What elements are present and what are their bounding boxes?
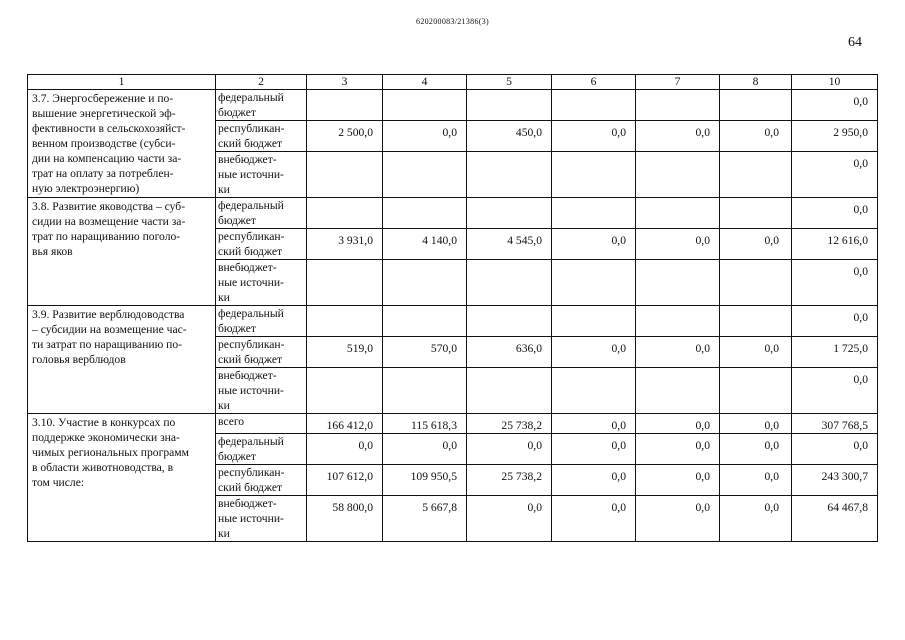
value-cell xyxy=(720,90,792,121)
funding-source-line: ные источни- xyxy=(218,168,284,181)
funding-source-line: внебюджет- xyxy=(218,261,277,274)
value-cell: 58 800,0 xyxy=(307,496,383,542)
measure-name-line: фективности в сельскохозяйст- xyxy=(32,122,186,135)
funding-source-cell xyxy=(216,198,307,229)
value-cell: 115 618,3 xyxy=(383,414,467,434)
value-cell xyxy=(636,306,720,337)
value-cell xyxy=(383,152,467,198)
funding-source-line: республикан- xyxy=(218,122,285,135)
measure-name-line: 3.7. Энергосбережение и по- xyxy=(32,92,174,105)
value-cell xyxy=(307,198,383,229)
value-cell: 450,0 xyxy=(467,121,552,152)
table-row xyxy=(28,198,878,229)
funding-source-line: бюджет xyxy=(218,106,256,119)
measure-name-line: том числе: xyxy=(32,476,85,489)
value-cell: 0,0 xyxy=(792,260,878,306)
value-cell: 519,0 xyxy=(307,337,383,368)
column-header: 4 xyxy=(383,75,467,90)
funding-source-line: бюджет xyxy=(218,450,256,463)
value-cell: 0,0 xyxy=(720,414,792,434)
value-cell: 0,0 xyxy=(636,434,720,465)
measure-name-line: дии на компенсацию части за- xyxy=(32,152,182,165)
value-cell xyxy=(467,260,552,306)
value-cell xyxy=(467,152,552,198)
funding-source-line: ки xyxy=(218,183,230,196)
value-cell: 2 950,0 xyxy=(792,121,878,152)
funding-source-cell xyxy=(216,434,307,465)
value-cell: 0,0 xyxy=(552,337,636,368)
value-cell xyxy=(383,306,467,337)
value-cell xyxy=(552,152,636,198)
column-header: 10 xyxy=(792,75,878,90)
measure-name-line: трат по наращиванию поголо- xyxy=(32,230,181,243)
value-cell: 5 667,8 xyxy=(383,496,467,542)
measure-name-line: головья верблюдов xyxy=(32,353,126,366)
measure-name-line: 3.10. Участие в конкурсах по xyxy=(32,416,176,429)
value-cell xyxy=(467,198,552,229)
value-cell: 0,0 xyxy=(383,434,467,465)
value-cell: 0,0 xyxy=(792,152,878,198)
value-cell xyxy=(636,152,720,198)
column-header: 8 xyxy=(720,75,792,90)
funding-source-line: ский бюджет xyxy=(218,353,283,366)
value-cell xyxy=(467,368,552,414)
funding-source-cell xyxy=(216,414,307,434)
value-cell xyxy=(636,368,720,414)
value-cell: 64 467,8 xyxy=(792,496,878,542)
table-row xyxy=(28,414,878,434)
funding-source-line: федеральный xyxy=(218,199,284,212)
value-cell: 12 616,0 xyxy=(792,229,878,260)
column-header: 3 xyxy=(307,75,383,90)
value-cell xyxy=(720,198,792,229)
value-cell: 166 412,0 xyxy=(307,414,383,434)
value-cell: 0,0 xyxy=(720,121,792,152)
column-header-row xyxy=(28,75,878,90)
funding-source-cell xyxy=(216,368,307,414)
value-cell xyxy=(552,198,636,229)
value-cell: 0,0 xyxy=(307,434,383,465)
page-number: 64 xyxy=(848,35,862,50)
value-cell: 0,0 xyxy=(636,465,720,496)
funding-source-cell xyxy=(216,260,307,306)
value-cell xyxy=(307,90,383,121)
funding-source-line: ки xyxy=(218,291,230,304)
value-cell: 4 140,0 xyxy=(383,229,467,260)
funding-source-line: всего xyxy=(218,415,245,428)
funding-source-line: ский бюджет xyxy=(218,245,283,258)
funding-source-cell xyxy=(216,152,307,198)
value-cell: 0,0 xyxy=(636,121,720,152)
value-cell xyxy=(720,306,792,337)
value-cell: 0,0 xyxy=(383,121,467,152)
measure-name-cell xyxy=(28,90,216,198)
funding-source-line: республикан- xyxy=(218,338,285,351)
value-cell: 0,0 xyxy=(636,229,720,260)
funding-source-cell xyxy=(216,229,307,260)
value-cell: 3 931,0 xyxy=(307,229,383,260)
measure-name-line: трат на оплату за потреблен- xyxy=(32,167,174,180)
value-cell xyxy=(307,152,383,198)
value-cell xyxy=(307,306,383,337)
value-cell: 0,0 xyxy=(792,198,878,229)
value-cell: 0,0 xyxy=(720,229,792,260)
funding-source-line: бюджет xyxy=(218,214,256,227)
measure-name-line: 3.8. Развитие яководства – суб- xyxy=(32,200,186,213)
value-cell: 0,0 xyxy=(552,414,636,434)
funding-source-line: ки xyxy=(218,399,230,412)
value-cell: 0,0 xyxy=(552,229,636,260)
value-cell xyxy=(383,90,467,121)
funding-source-cell xyxy=(216,465,307,496)
measure-name-line: поддержке экономически зна- xyxy=(32,431,180,444)
value-cell: 0,0 xyxy=(792,368,878,414)
value-cell xyxy=(467,306,552,337)
value-cell xyxy=(636,198,720,229)
document-code: 620200083/21386(3) xyxy=(416,17,489,26)
column-header: 7 xyxy=(636,75,720,90)
value-cell: 0,0 xyxy=(467,496,552,542)
funding-source-line: ные источни- xyxy=(218,384,284,397)
value-cell: 0,0 xyxy=(720,496,792,542)
value-cell xyxy=(383,368,467,414)
value-cell: 0,0 xyxy=(552,121,636,152)
value-cell: 2 500,0 xyxy=(307,121,383,152)
funding-source-line: ки xyxy=(218,527,230,540)
measure-name-line: ти затрат по наращиванию по- xyxy=(32,338,183,351)
funding-source-line: республикан- xyxy=(218,230,285,243)
table-row xyxy=(28,90,878,121)
value-cell: 636,0 xyxy=(467,337,552,368)
value-cell xyxy=(552,306,636,337)
value-cell: 0,0 xyxy=(552,496,636,542)
measure-name-cell xyxy=(28,414,216,542)
value-cell: 4 545,0 xyxy=(467,229,552,260)
value-cell: 0,0 xyxy=(467,434,552,465)
value-cell xyxy=(383,198,467,229)
value-cell: 0,0 xyxy=(552,465,636,496)
measure-name-cell xyxy=(28,198,216,306)
funding-source-line: ные источни- xyxy=(218,276,284,289)
value-cell xyxy=(383,260,467,306)
value-cell xyxy=(720,152,792,198)
value-cell: 0,0 xyxy=(792,434,878,465)
funding-source-line: федеральный xyxy=(218,435,284,448)
funding-source-line: ные источни- xyxy=(218,512,284,525)
funding-source-line: внебюджет- xyxy=(218,153,277,166)
value-cell: 0,0 xyxy=(720,337,792,368)
value-cell: 570,0 xyxy=(383,337,467,368)
funding-source-line: ский бюджет xyxy=(218,137,283,150)
value-cell xyxy=(636,90,720,121)
funding-source-line: внебюджет- xyxy=(218,369,277,382)
value-cell xyxy=(552,90,636,121)
column-header: 1 xyxy=(28,75,216,90)
value-cell: 0,0 xyxy=(792,306,878,337)
value-cell xyxy=(636,260,720,306)
value-cell: 109 950,5 xyxy=(383,465,467,496)
value-cell: 243 300,7 xyxy=(792,465,878,496)
value-cell: 1 725,0 xyxy=(792,337,878,368)
funding-source-line: внебюджет- xyxy=(218,497,277,510)
measure-name-line: 3.9. Развитие верблюдоводства xyxy=(32,308,185,321)
value-cell: 0,0 xyxy=(720,434,792,465)
budget-table xyxy=(27,74,878,542)
funding-source-line: федеральный xyxy=(218,91,284,104)
column-header: 2 xyxy=(216,75,307,90)
funding-source-line: федеральный xyxy=(218,307,284,320)
value-cell xyxy=(720,368,792,414)
funding-source-line: республикан- xyxy=(218,466,285,479)
value-cell xyxy=(552,368,636,414)
value-cell: 25 738,2 xyxy=(467,465,552,496)
measure-name-line: чимых региональных программ xyxy=(32,446,189,459)
value-cell: 0,0 xyxy=(636,496,720,542)
value-cell: 0,0 xyxy=(720,465,792,496)
value-cell xyxy=(720,260,792,306)
measure-name-line: в области животноводства, в xyxy=(32,461,174,474)
funding-source-cell xyxy=(216,337,307,368)
funding-source-cell xyxy=(216,306,307,337)
measure-name-line: – субсидии на возмещение час- xyxy=(32,323,187,336)
funding-source-cell xyxy=(216,121,307,152)
value-cell xyxy=(307,260,383,306)
value-cell xyxy=(467,90,552,121)
measure-name-line: вья яков xyxy=(32,245,73,258)
value-cell: 0,0 xyxy=(552,434,636,465)
funding-source-line: ский бюджет xyxy=(218,481,283,494)
value-cell xyxy=(307,368,383,414)
measure-name-line: вышение энергетической эф- xyxy=(32,107,176,120)
value-cell: 0,0 xyxy=(792,90,878,121)
value-cell: 0,0 xyxy=(636,414,720,434)
funding-source-line: бюджет xyxy=(218,322,256,335)
value-cell: 0,0 xyxy=(636,337,720,368)
measure-name-cell xyxy=(28,306,216,414)
column-header: 6 xyxy=(552,75,636,90)
value-cell: 107 612,0 xyxy=(307,465,383,496)
measure-name-line: венном производстве (субси- xyxy=(32,137,176,150)
column-header: 5 xyxy=(467,75,552,90)
value-cell: 25 738,2 xyxy=(467,414,552,434)
funding-source-cell xyxy=(216,90,307,121)
value-cell: 307 768,5 xyxy=(792,414,878,434)
table-row xyxy=(28,306,878,337)
funding-source-cell xyxy=(216,496,307,542)
value-cell xyxy=(552,260,636,306)
measure-name-line: сидии на возмещение части за- xyxy=(32,215,186,228)
measure-name-line: ную электроэнергию) xyxy=(32,182,140,195)
